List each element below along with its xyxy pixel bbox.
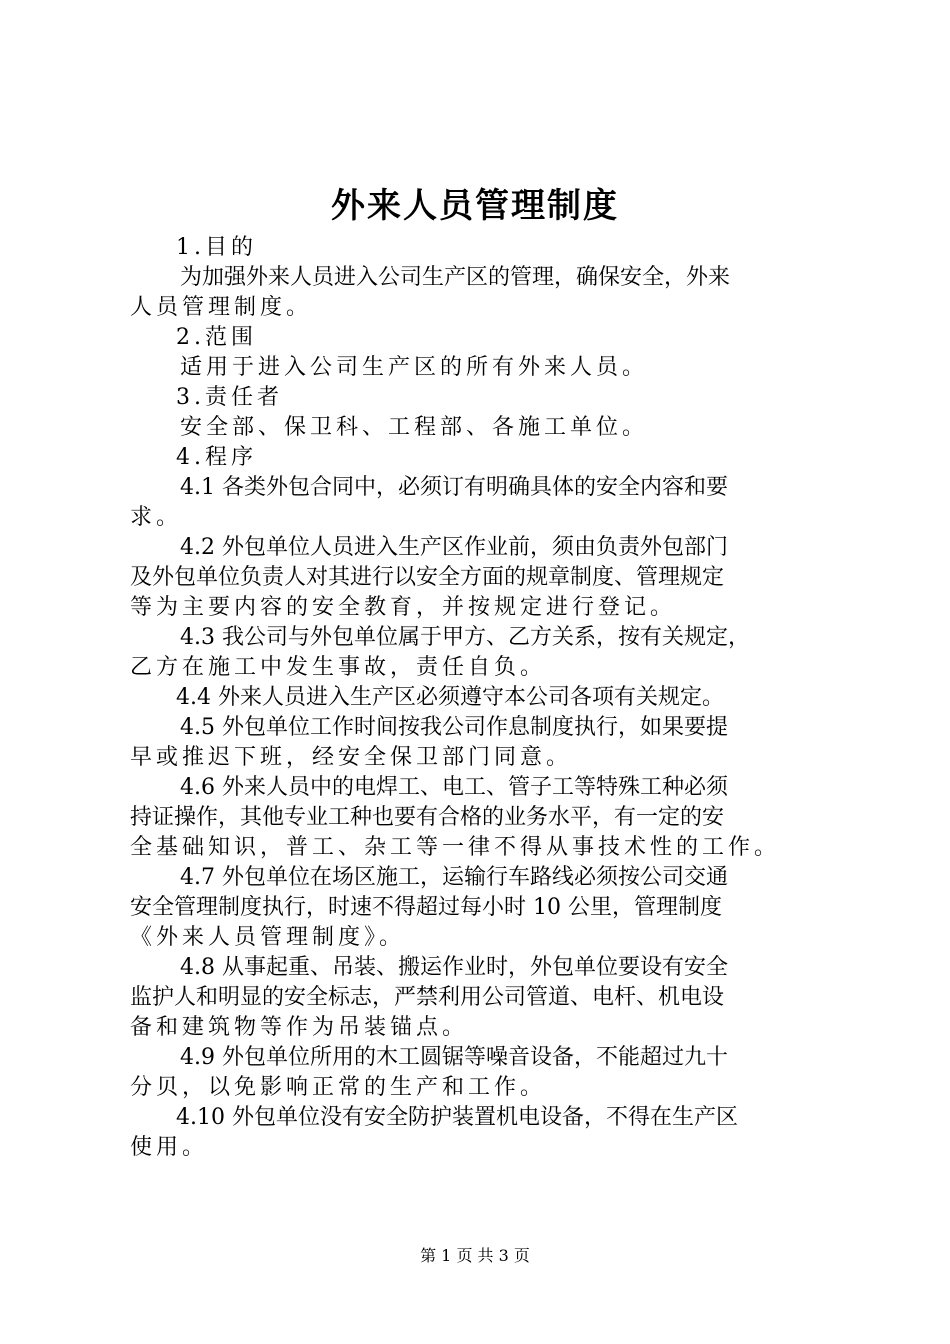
text-line: 全基础知识，普工、杂工等一律不得从事技术性的工作。 (130, 835, 781, 860)
text-line: 使用。 (130, 1135, 209, 1160)
text-line: 4.5 外包单位工作时间按我公司作息制度执行，如果要提 (180, 715, 728, 740)
text-line: 早或推迟下班，经安全保卫部门同意。 (130, 745, 573, 770)
text-line: 分贝，以免影响正常的生产和工作。 (130, 1075, 547, 1100)
text-line: 4.8 从事起重、吊装、搬运作业时，外包单位要设有安全 (180, 955, 728, 980)
text-line: 及外包单位负责人对其进行以安全方面的规章制度、管理规定 (130, 565, 725, 590)
text-line: 4.10 外包单位没有安全防护装置机电设备，不得在生产区 (176, 1105, 738, 1130)
document-title: 外来人员管理制度 (331, 186, 619, 226)
text-line: 为加强外来人员进入公司生产区的管理，确保安全，外来 (180, 265, 731, 290)
text-line: 4.1 各类外包合同中，必须订有明确具体的安全内容和要 (180, 475, 728, 500)
text-line: 4.9 外包单位所用的木工圆锯等噪音设备，不能超过九十 (180, 1045, 728, 1070)
document-body (130, 233, 830, 1163)
text-line: 4.7 外包单位在场区施工，运输行车路线必须按公司交通 (180, 865, 728, 890)
text-line: 求。 (130, 505, 183, 530)
text-line: 安全管理制度执行，时速不得超过每小时 10 公里，管理制度 (130, 895, 722, 920)
text-line: 乙方在施工中发生事故，责任自负。 (130, 655, 547, 680)
text-line: 监护人和明显的安全标志，严禁利用公司管道、电杆、机电设 (130, 985, 725, 1010)
text-line: 适用于进入公司生产区的所有外来人员。 (180, 355, 649, 380)
text-line: 等为主要内容的安全教育，并按规定进行登记。 (130, 595, 677, 620)
text-line: 4.6 外来人员中的电焊工、电工、管子工等特殊工种必须 (180, 775, 728, 800)
text-line: 持证操作，其他专业工种也要有合格的业务水平，有一定的安 (130, 805, 725, 830)
text-line: 4.2 外包单位人员进入生产区作业前，须由负责外包部门 (180, 535, 728, 560)
text-line: 安全部、保卫科、工程部、各施工单位。 (180, 415, 649, 440)
text-line: 《外来人员管理制度》。 (130, 925, 406, 950)
text-line: 1.目的 (176, 235, 257, 260)
text-line: 备和建筑物等作为吊装锚点。 (130, 1015, 469, 1040)
text-line: 2.范围 (176, 325, 257, 350)
text-line: 人员管理制度。 (130, 295, 313, 320)
text-line: 4.3 我公司与外包单位属于甲方、乙方关系，按有关规定， (180, 625, 750, 650)
text-line: 3.责任者 (176, 385, 283, 410)
text-line: 4.程序 (176, 445, 257, 470)
text-line: 4.4 外来人员进入生产区必须遵守本公司各项有关规定。 (176, 685, 724, 710)
page-footer: 第 1 页 共 3 页 (420, 1246, 530, 1265)
